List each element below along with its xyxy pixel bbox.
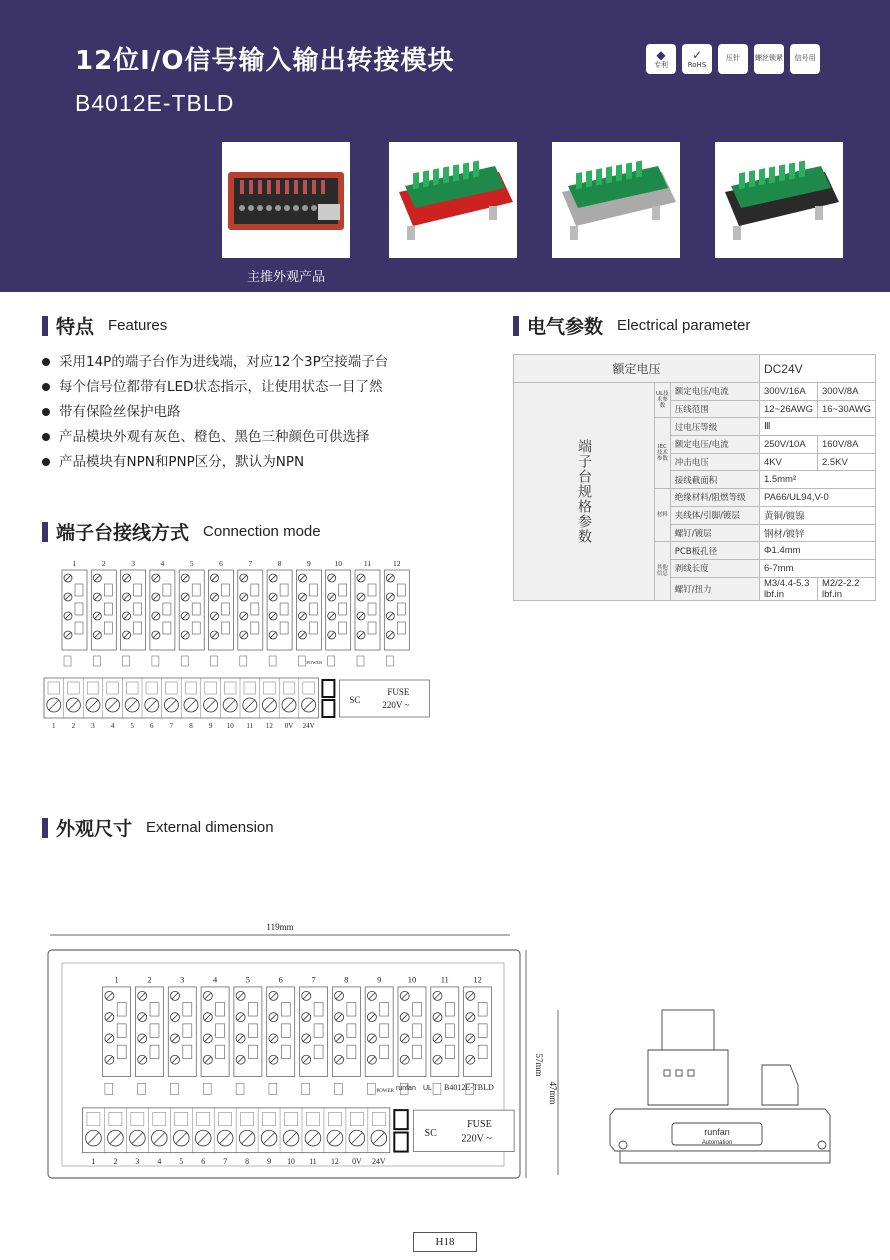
wire-slot bbox=[75, 584, 83, 596]
led-indicator bbox=[64, 656, 71, 666]
wire-slot bbox=[244, 682, 256, 694]
wire-slot bbox=[163, 603, 171, 615]
wire-slot bbox=[183, 1003, 192, 1016]
terminal-number: 10 bbox=[334, 559, 342, 568]
led-indicator bbox=[240, 656, 247, 666]
terminal-number: 8 bbox=[277, 559, 282, 568]
wire-slot bbox=[126, 682, 138, 694]
terminal-number: 9 bbox=[307, 559, 311, 568]
wire-slot bbox=[134, 603, 142, 615]
header-banner bbox=[0, 0, 890, 292]
connection-diagram bbox=[40, 552, 430, 730]
led-indicator bbox=[298, 656, 305, 666]
led-indicator bbox=[386, 656, 393, 666]
led-indicator bbox=[269, 656, 276, 666]
strip-label: 6 bbox=[201, 1156, 206, 1166]
wire-slot bbox=[368, 622, 376, 634]
table-cell: 额定电压/电流 bbox=[670, 383, 759, 401]
wire-slot bbox=[224, 682, 236, 694]
wire-slot bbox=[339, 584, 347, 596]
strip-label: 24V bbox=[302, 722, 315, 730]
strip-label: 12 bbox=[331, 1156, 339, 1166]
led-indicator bbox=[357, 656, 364, 666]
wire-slot bbox=[222, 622, 230, 634]
wire-slot bbox=[309, 603, 317, 615]
features-list bbox=[42, 350, 472, 475]
terminal-number: 7 bbox=[311, 975, 316, 985]
features-title-en: Features bbox=[108, 317, 168, 334]
list-item: 产品模块有NPN和PNP区分，默认为NPN bbox=[42, 450, 472, 475]
wire-slot bbox=[445, 1045, 454, 1058]
strip-label: 6 bbox=[150, 722, 154, 730]
heading-bar bbox=[42, 522, 48, 542]
wire-slot bbox=[328, 1112, 341, 1125]
strip-label: 4 bbox=[157, 1156, 162, 1166]
strip-label: 5 bbox=[179, 1156, 184, 1166]
rated-voltage-label: 额定电压 bbox=[514, 355, 760, 383]
connection-title-en: Connection mode bbox=[203, 523, 321, 540]
wire-slot bbox=[216, 1024, 225, 1037]
list-item: 产品模块外观有灰色、橙色、黑色三种颜色可供选择 bbox=[42, 425, 472, 450]
wire-slot bbox=[309, 584, 317, 596]
wire-slot bbox=[280, 603, 288, 615]
wire-slot bbox=[314, 1003, 323, 1016]
connection-heading bbox=[42, 518, 321, 545]
table-cell: 250V/10A bbox=[759, 436, 817, 454]
terminal-spec-group: 端子台规格参数 bbox=[514, 383, 655, 601]
wire-slot bbox=[413, 1003, 422, 1016]
wire-slot bbox=[397, 622, 405, 634]
led-indicator bbox=[328, 656, 335, 666]
wire-slot bbox=[163, 622, 171, 634]
wire-slot bbox=[104, 603, 112, 615]
features-heading bbox=[42, 312, 167, 339]
dimension-heading bbox=[42, 814, 274, 841]
wire-slot bbox=[183, 1045, 192, 1058]
table-cell: 黄铜/镀镍 bbox=[759, 506, 875, 524]
table-cell: 4KV bbox=[759, 453, 817, 471]
spec-table bbox=[513, 354, 876, 601]
wire-slot bbox=[380, 1003, 389, 1016]
heading-bar bbox=[42, 316, 48, 336]
led-indicator bbox=[302, 1083, 310, 1094]
wire-slot bbox=[107, 682, 119, 694]
table-cell: 冲击电压 bbox=[670, 453, 759, 471]
terminal-number: 5 bbox=[189, 559, 194, 568]
terminal-number: 9 bbox=[377, 975, 382, 985]
wire-slot bbox=[281, 1024, 290, 1037]
photo-caption: 主推外观产品 bbox=[246, 270, 325, 285]
led-indicator bbox=[211, 656, 218, 666]
strip-label: 1 bbox=[91, 1156, 96, 1166]
wire-slot bbox=[153, 1112, 166, 1125]
product-photo-gray bbox=[552, 142, 680, 258]
table-cell: 额定电压/电流 bbox=[670, 436, 759, 454]
electrical-title-cn: 电气参数 bbox=[527, 316, 604, 338]
terminal-number: 2 bbox=[147, 975, 152, 985]
wire-slot bbox=[283, 682, 295, 694]
side-mount-hole bbox=[619, 1141, 627, 1149]
terminal-number: 12 bbox=[473, 975, 482, 985]
terminal-number: 12 bbox=[393, 559, 401, 568]
table-cell: 12~26AWG bbox=[759, 400, 817, 418]
strip-label: 0V bbox=[284, 722, 294, 730]
table-cell: 螺钉/镀层 bbox=[670, 524, 759, 542]
electrical-heading bbox=[513, 312, 750, 339]
terminal-number: 1 bbox=[114, 975, 119, 985]
strip-label: 3 bbox=[135, 1156, 140, 1166]
power-label: POWER bbox=[376, 1089, 394, 1095]
terminal-number: 2 bbox=[101, 559, 106, 568]
page-number: H18 bbox=[413, 1232, 477, 1252]
terminal-number: 3 bbox=[131, 559, 135, 568]
led-indicator bbox=[152, 656, 159, 666]
led-indicator bbox=[433, 1083, 441, 1094]
page-title: 12位I/O信号输入输出转接模块 bbox=[75, 46, 455, 76]
table-cell: 夹线体/引脚/镀层 bbox=[670, 506, 759, 524]
wire-slot bbox=[397, 584, 405, 596]
width-label: 119mm bbox=[266, 922, 294, 932]
strip-label: 0V bbox=[352, 1156, 362, 1166]
fuse-label: FUSE bbox=[467, 1118, 492, 1130]
strip-label: 4 bbox=[110, 722, 115, 730]
terminal-number: 3 bbox=[180, 975, 185, 985]
wire-slot bbox=[309, 622, 317, 634]
dimension-side-diagram bbox=[540, 1005, 840, 1180]
fuse-rating: 220V ~ bbox=[461, 1133, 492, 1145]
wire-slot bbox=[350, 1112, 363, 1125]
wire-slot bbox=[241, 1112, 254, 1125]
list-item: 每个信号位都带有LED状态指示，让使用状态一目了然 bbox=[42, 375, 472, 400]
wire-slot bbox=[248, 1024, 257, 1037]
strip-label: 10 bbox=[287, 1156, 295, 1166]
wire-slot bbox=[251, 622, 259, 634]
strip-label: 9 bbox=[208, 722, 213, 730]
other-group-label: 其他信息 bbox=[655, 542, 671, 600]
table-cell: 过电压等级 bbox=[670, 418, 759, 436]
electrical-title-en: Electrical parameter bbox=[617, 317, 751, 334]
wire-slot bbox=[87, 1112, 100, 1125]
terminal-number: 6 bbox=[219, 559, 223, 568]
table-cell: 剥线长度 bbox=[670, 559, 759, 577]
led-indicator bbox=[367, 1083, 375, 1094]
features-title-cn: 特点 bbox=[56, 316, 95, 338]
wire-slot bbox=[368, 603, 376, 615]
certification-badges bbox=[646, 44, 820, 74]
wire-slot bbox=[109, 1112, 122, 1125]
table-cell: PCB板孔径 bbox=[670, 542, 759, 560]
side-brand-label: runfan bbox=[704, 1127, 730, 1137]
ul-group-label: UL技术参数 bbox=[655, 383, 671, 418]
terminal-number: 11 bbox=[440, 975, 449, 985]
wire-slot bbox=[192, 584, 200, 596]
wire-slot bbox=[380, 1045, 389, 1058]
strip-label: 11 bbox=[309, 1156, 317, 1166]
wire-slot bbox=[445, 1003, 454, 1016]
led-indicator bbox=[93, 656, 100, 666]
strip-label: 2 bbox=[71, 722, 76, 730]
wire-slot bbox=[166, 682, 178, 694]
side-led-window bbox=[664, 1070, 670, 1076]
wire-slot bbox=[347, 1045, 356, 1058]
wire-slot bbox=[131, 1112, 144, 1125]
sc-label: SC bbox=[424, 1127, 437, 1139]
strip-label: 9 bbox=[267, 1156, 272, 1166]
table-cell: 压线范围 bbox=[670, 400, 759, 418]
iec-group-label: IEC技术参数 bbox=[655, 418, 671, 489]
wire-slot bbox=[183, 1024, 192, 1037]
screw-lock-icon: 螺丝锁紧 bbox=[754, 44, 784, 74]
wire-slot bbox=[75, 603, 83, 615]
wire-slot bbox=[251, 584, 259, 596]
ul-mark: UL bbox=[423, 1085, 432, 1092]
wire-slot bbox=[205, 682, 217, 694]
model-label: B4012E-TBLD bbox=[444, 1083, 494, 1092]
pnp-selector bbox=[394, 1133, 407, 1152]
led-indicator bbox=[269, 1083, 277, 1094]
table-cell: M2/2-2.2 lbf.in bbox=[817, 577, 875, 600]
wire-slot bbox=[104, 622, 112, 634]
terminal-number: 10 bbox=[407, 975, 417, 985]
wire-slot bbox=[314, 1024, 323, 1037]
led-indicator bbox=[236, 1083, 244, 1094]
wire-slot bbox=[413, 1024, 422, 1037]
wire-slot bbox=[478, 1045, 487, 1058]
wire-slot bbox=[368, 584, 376, 596]
wire-slot bbox=[281, 1045, 290, 1058]
terminal-number: 4 bbox=[212, 975, 218, 985]
wire-slot bbox=[478, 1003, 487, 1016]
terminal-number: 5 bbox=[245, 975, 250, 985]
terminal-number: 4 bbox=[160, 559, 165, 568]
side-upper-body bbox=[648, 1050, 728, 1105]
table-cell: 6-7mm bbox=[759, 559, 875, 577]
press-pin-icon: 压针 bbox=[718, 44, 748, 74]
strip-label: 8 bbox=[189, 722, 193, 730]
wire-slot bbox=[150, 1003, 159, 1016]
wire-slot bbox=[303, 682, 315, 694]
side-brand-sub: Automation bbox=[701, 1140, 733, 1146]
table-cell: Φ1.4mm bbox=[759, 542, 875, 560]
wire-slot bbox=[413, 1045, 422, 1058]
wire-slot bbox=[306, 1112, 319, 1125]
wire-slot bbox=[146, 682, 158, 694]
side-mount-hole bbox=[818, 1141, 826, 1149]
table-cell: 钢材/镀锌 bbox=[759, 524, 875, 542]
strip-label: 7 bbox=[169, 722, 174, 730]
wire-slot bbox=[87, 682, 99, 694]
terminal-number: 1 bbox=[72, 559, 77, 568]
side-din-rail bbox=[620, 1151, 830, 1163]
wire-slot bbox=[219, 1112, 232, 1125]
product-photo-black bbox=[715, 142, 843, 258]
product-photo-orange bbox=[222, 142, 350, 258]
strip-label: 8 bbox=[245, 1156, 250, 1166]
table-cell: 2.5KV bbox=[817, 453, 875, 471]
patent-icon: ◆ 专利 bbox=[646, 44, 676, 74]
height-label: 57mm bbox=[534, 1053, 544, 1077]
table-cell: Ⅲ bbox=[759, 418, 875, 436]
wire-slot bbox=[197, 1112, 210, 1125]
fuse-label: FUSE bbox=[387, 687, 410, 697]
table-cell: 接线截面积 bbox=[670, 471, 759, 489]
terminal-number: 6 bbox=[278, 975, 283, 985]
terminal-number: 7 bbox=[248, 559, 253, 568]
side-height-label: 47mm bbox=[548, 1081, 558, 1105]
wire-slot bbox=[150, 1045, 159, 1058]
wire-slot bbox=[216, 1045, 225, 1058]
led-indicator bbox=[123, 656, 130, 666]
rated-voltage-value: DC24V bbox=[759, 355, 875, 383]
heading-bar bbox=[42, 818, 48, 838]
wire-slot bbox=[75, 622, 83, 634]
led-indicator bbox=[335, 1083, 343, 1094]
wire-slot bbox=[117, 1003, 126, 1016]
strip-label: 3 bbox=[91, 722, 95, 730]
side-terminal-block bbox=[762, 1065, 798, 1105]
connection-title-cn: 端子台接线方式 bbox=[56, 522, 190, 544]
wire-slot bbox=[264, 682, 276, 694]
wire-slot bbox=[216, 1003, 225, 1016]
signal-icon: 信号用 bbox=[790, 44, 820, 74]
list-item: 采用14P的端子台作为进线端，对应12个3P空接端子台 bbox=[42, 350, 472, 375]
wire-slot bbox=[68, 682, 80, 694]
side-led-window bbox=[676, 1070, 682, 1076]
sc-label: SC bbox=[349, 695, 361, 705]
wire-slot bbox=[280, 622, 288, 634]
wire-slot bbox=[192, 622, 200, 634]
wire-slot bbox=[248, 1003, 257, 1016]
table-cell: 1.5mm² bbox=[759, 471, 875, 489]
table-cell: 绝缘材料/阻燃等级 bbox=[670, 489, 759, 507]
table-cell: 16~30AWG bbox=[817, 400, 875, 418]
wire-slot bbox=[150, 1024, 159, 1037]
wire-slot bbox=[48, 682, 60, 694]
table-cell: 160V/8A bbox=[817, 436, 875, 454]
wire-slot bbox=[281, 1003, 290, 1016]
dimension-title-en: External dimension bbox=[146, 819, 274, 836]
brand-label: runfan bbox=[396, 1085, 416, 1092]
product-photo-red bbox=[389, 142, 517, 258]
wire-slot bbox=[134, 584, 142, 596]
npn-selector bbox=[322, 680, 334, 697]
wire-slot bbox=[285, 1112, 298, 1125]
heading-bar bbox=[513, 316, 519, 336]
wire-slot bbox=[222, 603, 230, 615]
wire-slot bbox=[117, 1024, 126, 1037]
pnp-selector bbox=[322, 700, 334, 717]
table-cell: PA66/UL94,V-0 bbox=[759, 489, 875, 507]
wire-slot bbox=[134, 622, 142, 634]
fuse-rating: 220V ~ bbox=[382, 700, 410, 710]
led-indicator bbox=[203, 1083, 211, 1094]
strip-label: 10 bbox=[226, 722, 234, 730]
led-indicator bbox=[105, 1083, 113, 1094]
wire-slot bbox=[478, 1024, 487, 1037]
list-item: 带有保险丝保护电路 bbox=[42, 400, 472, 425]
strip-label: 24V bbox=[372, 1156, 386, 1166]
wire-slot bbox=[347, 1024, 356, 1037]
wire-slot bbox=[263, 1112, 276, 1125]
led-indicator bbox=[181, 656, 188, 666]
wire-slot bbox=[251, 603, 259, 615]
wire-slot bbox=[314, 1045, 323, 1058]
led-indicator bbox=[138, 1083, 146, 1094]
wire-slot bbox=[280, 584, 288, 596]
wire-slot bbox=[163, 584, 171, 596]
wire-slot bbox=[248, 1045, 257, 1058]
side-led-window bbox=[688, 1070, 694, 1076]
strip-label: 5 bbox=[130, 722, 134, 730]
material-group-label: 材料 bbox=[655, 489, 671, 542]
table-cell: M3/4.4-5.3 lbf.in bbox=[759, 577, 817, 600]
wire-slot bbox=[192, 603, 200, 615]
strip-label: 12 bbox=[265, 722, 273, 730]
table-cell: 300V/8A bbox=[817, 383, 875, 401]
power-label: POWER bbox=[306, 660, 323, 665]
wire-slot bbox=[339, 603, 347, 615]
wire-slot bbox=[175, 1112, 188, 1125]
strip-label: 7 bbox=[223, 1156, 228, 1166]
wire-slot bbox=[372, 1112, 385, 1125]
dimension-title-cn: 外观尺寸 bbox=[56, 818, 133, 840]
npn-selector bbox=[394, 1110, 407, 1129]
wire-slot bbox=[117, 1045, 126, 1058]
strip-label: 11 bbox=[246, 722, 254, 730]
strip-label: 1 bbox=[52, 722, 56, 730]
wire-slot bbox=[347, 1003, 356, 1016]
terminal-number: 8 bbox=[344, 975, 349, 985]
side-top-connector bbox=[662, 1010, 714, 1050]
wire-slot bbox=[339, 622, 347, 634]
dimension-front-diagram bbox=[40, 915, 544, 1183]
terminal-number: 11 bbox=[363, 559, 372, 568]
wire-slot bbox=[397, 603, 405, 615]
led-indicator bbox=[171, 1083, 179, 1094]
table-cell: 300V/16A bbox=[759, 383, 817, 401]
rohs-icon: ✓ RoHS bbox=[682, 44, 712, 74]
strip-label: 2 bbox=[113, 1156, 118, 1166]
table-cell: 螺钉/扭力 bbox=[670, 577, 759, 600]
wire-slot bbox=[222, 584, 230, 596]
wire-slot bbox=[445, 1024, 454, 1037]
wire-slot bbox=[380, 1024, 389, 1037]
wire-slot bbox=[104, 584, 112, 596]
wire-slot bbox=[185, 682, 197, 694]
model-number: B4012E-TBLD bbox=[75, 90, 235, 116]
